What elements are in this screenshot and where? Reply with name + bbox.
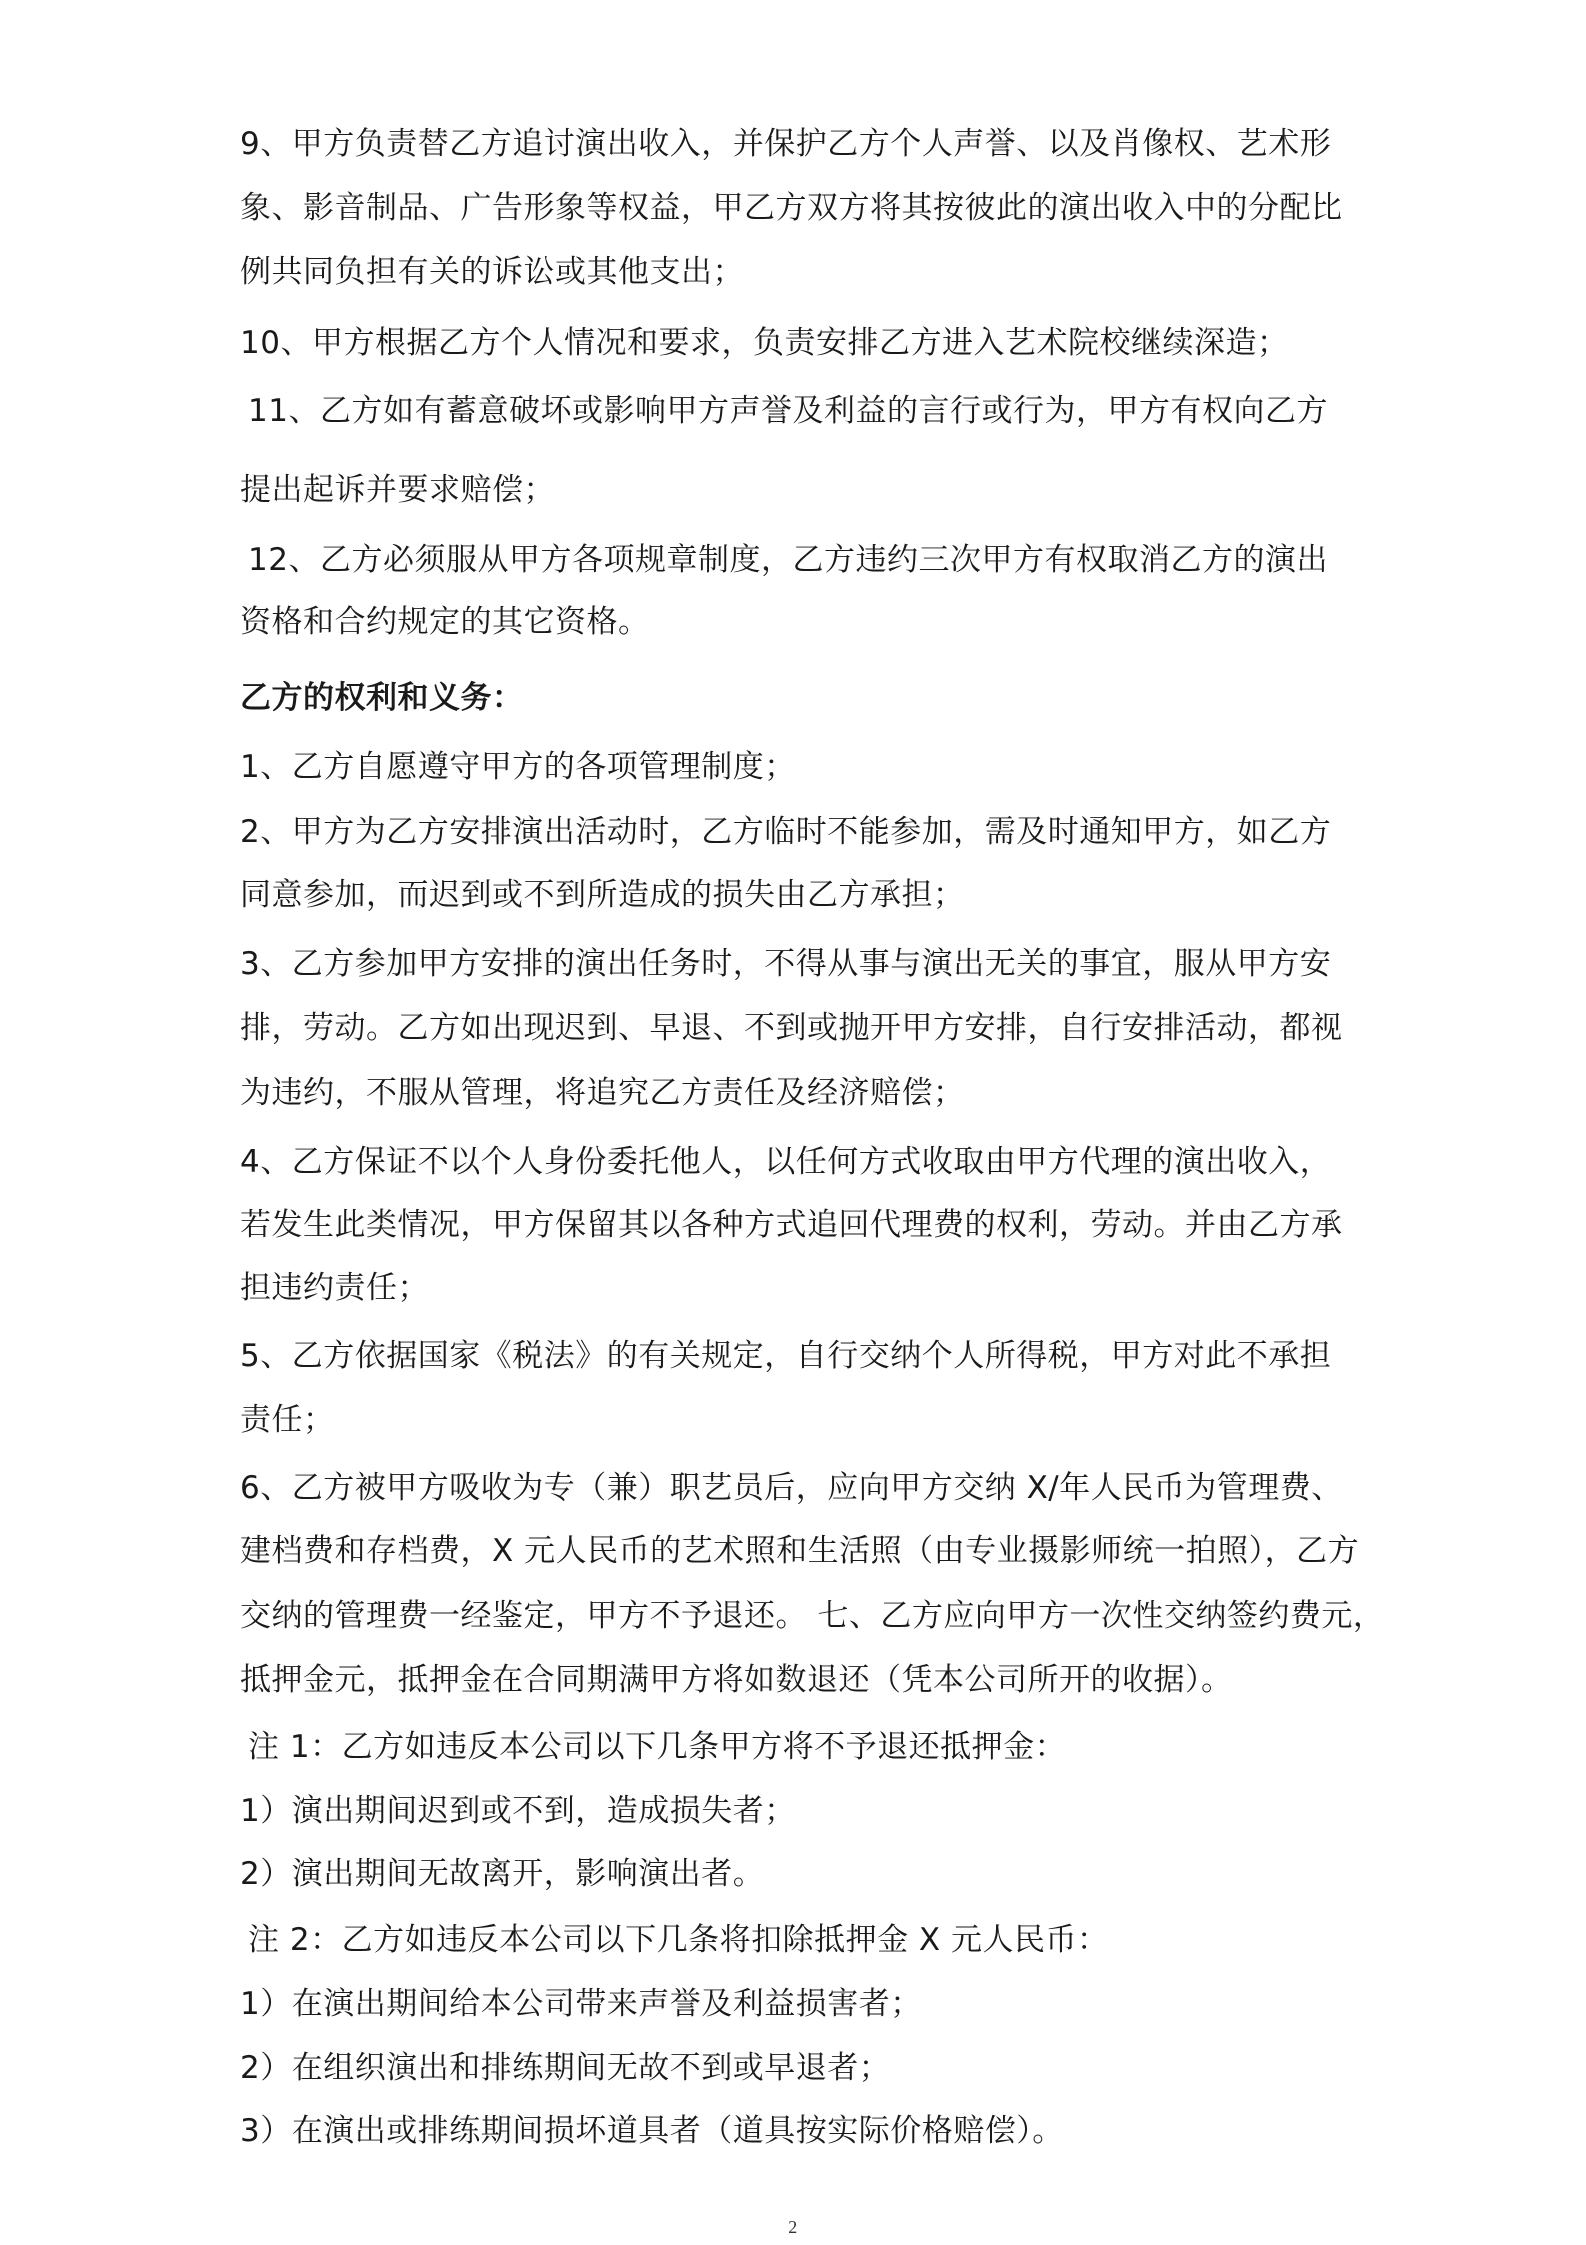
- text-line: 资格和合约规定的其它资格。: [240, 604, 650, 640]
- text-line: 责任；: [240, 1402, 335, 1438]
- text-line: 9、甲方负责替乙方追讨演出收入，并保护乙方个人声誉、以及肖像权、艺术形: [240, 126, 1332, 162]
- text-line: 6、乙方被甲方吸收为专（兼）职艺员后，应向甲方交纳 X/年人民币为管理费、: [240, 1470, 1343, 1506]
- text-line: 5、乙方依据国家《税法》的有关规定，自行交纳个人所得税，甲方对此不承担: [240, 1338, 1332, 1374]
- text-line: 1、乙方自愿遵守甲方的各项管理制度；: [240, 749, 796, 785]
- text-line: 建档费和存档费，X 元人民币的艺术照和生活照（由专业摄影师统一拍照），乙方: [240, 1533, 1360, 1569]
- text-line: 1）演出期间迟到或不到，造成损失者；: [240, 1793, 796, 1829]
- text-line: 担违约责任；: [240, 1270, 429, 1306]
- text-line: 交纳的管理费一经鉴定，甲方不予退还。 七、乙方应向甲方一次性交纳签约费元，: [240, 1598, 1385, 1634]
- text-line: 抵押金元，抵押金在合同期满甲方将如数退还（凭本公司所开的收据）。: [240, 1662, 1233, 1698]
- text-line: 若发生此类情况，甲方保留其以各种方式追回代理费的权利，劳动。并由乙方承: [240, 1207, 1343, 1243]
- text-line: 例共同负担有关的诉讼或其他支出；: [240, 254, 744, 290]
- text-line: 2）演出期间无故离开，影响演出者。: [240, 1856, 765, 1892]
- text-line: 同意参加，而迟到或不到所造成的损失由乙方承担；: [240, 877, 965, 913]
- note-line: 注 2：乙方如违反本公司以下几条将扣除抵押金 X 元人民币：: [248, 1922, 1109, 1958]
- text-line: 10、甲方根据乙方个人情况和要求，负责安排乙方进入艺术院校继续深造；: [240, 325, 1289, 361]
- note-line: 注 1：乙方如违反本公司以下几条甲方将不予退还抵押金：: [248, 1729, 1067, 1765]
- text-line: 2）在组织演出和排练期间无故不到或早退者；: [240, 2050, 891, 2086]
- text-line: 3）在演出或排练期间损坏道具者（道具按实际价格赔偿）。: [240, 2113, 1064, 2149]
- text-line: 4、乙方保证不以个人身份委托他人，以任何方式收取由甲方代理的演出收入，: [240, 1144, 1332, 1180]
- text-line: 2、甲方为乙方安排演出活动时，乙方临时不能参加，需及时通知甲方，如乙方: [240, 814, 1332, 850]
- text-line: 排，劳动。乙方如出现迟到、早退、不到或抛开甲方安排，自行安排活动，都视: [240, 1010, 1343, 1046]
- section-heading: 乙方的权利和义务：: [240, 680, 524, 716]
- text-line: 为违约，不服从管理，将追究乙方责任及经济赔偿；: [240, 1075, 965, 1111]
- page-number: 2: [788, 2217, 798, 2237]
- text-line: 象、影音制品、广告形象等权益，甲乙方双方将其按彼此的演出收入中的分配比: [240, 190, 1343, 226]
- text-line: 1）在演出期间给本公司带来声誉及利益损害者；: [240, 1986, 922, 2022]
- text-line: 12、乙方必须服从甲方各项规章制度，乙方违约三次甲方有权取消乙方的演出: [248, 542, 1328, 578]
- text-line: 11、乙方如有蓄意破坏或影响甲方声誉及利益的言行或行为，甲方有权向乙方: [248, 393, 1328, 429]
- text-line: 3、乙方参加甲方安排的演出任务时，不得从事与演出无关的事宜，服从甲方安: [240, 946, 1332, 982]
- text-line: 提出起诉并要求赔偿；: [240, 472, 555, 508]
